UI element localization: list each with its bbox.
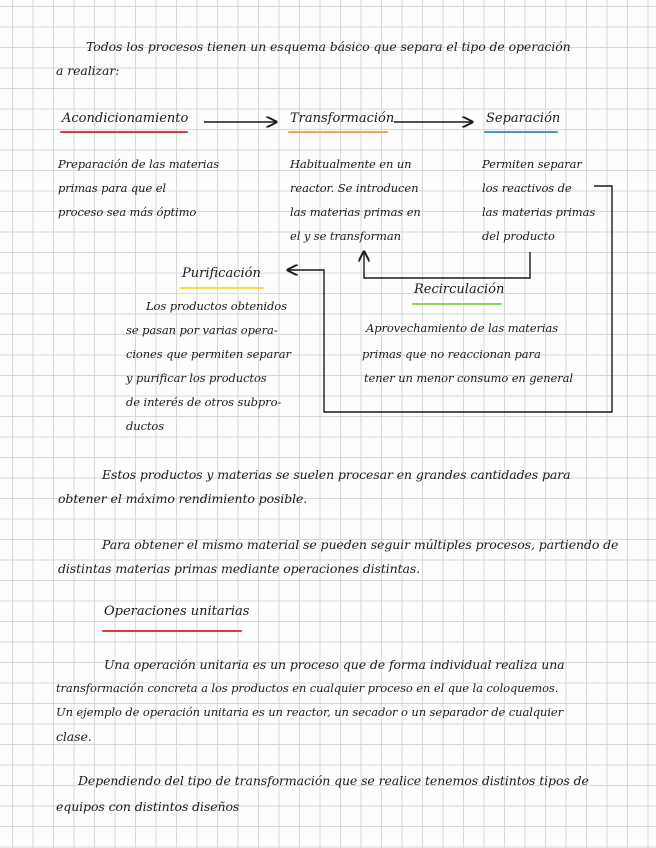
text-line: el y se transforman [290, 229, 401, 243]
paragraph-3-line-1: Dependiendo del tipo de transformación que se realice tenemos distintos tipos de [78, 773, 589, 788]
section-2-line-1: Una operación unitaria es un proceso que de forma individual realiza una [104, 657, 565, 672]
text-line: tener un menor consumo en general [364, 371, 573, 385]
paragraph-1-line-2: obtener el máximo rendimiento posible. [58, 491, 308, 506]
text-line: las materias primas [482, 205, 596, 219]
paragraph-2-line-1: Para obtener el mismo material se pueden seguir múltiples procesos, partiendo de [102, 537, 619, 552]
section-2-line-3: Un ejemplo de operación unitaria es un reactor, un secador o un separador de cualquier [56, 705, 564, 719]
title-purificacion: Purificación [182, 266, 261, 281]
text-line: primas para que el [58, 181, 166, 195]
title-transformacion: Transformación [290, 111, 395, 126]
text-line: se pasan por varias opera- [126, 323, 278, 337]
title-operaciones-unitarias: Operaciones unitarias [104, 604, 250, 619]
section-2-line-2: transformación concreta a los productos en cualquier proceso en el que la coloquemos. [56, 681, 559, 695]
text-line: primas que no reaccionan para [362, 347, 541, 361]
title-acondicionamiento: Acondicionamiento [62, 111, 189, 126]
paragraph-1-line-1: Estos productos y materias se suelen procesar en grandes cantidades para [102, 467, 571, 482]
text-line: Habitualmente en un [290, 157, 412, 171]
paragraph-2-line-2: distintas materias primas mediante operaciones distintas. [58, 561, 421, 576]
arrow-sep-to-purif [288, 186, 612, 412]
title-recirculacion: Recirculación [414, 282, 505, 297]
text-line: proceso sea más óptimo [58, 205, 197, 219]
text-line: ciones que permiten separar [126, 347, 291, 361]
text-line: reactor. Se introducen [290, 181, 419, 195]
intro-line-2: a realizar: [56, 63, 120, 78]
text-line: de interés de otros subpro- [126, 395, 282, 409]
title-separacion: Separación [486, 111, 561, 126]
text-line: del producto [482, 229, 555, 243]
section-2-line-4: clase. [56, 729, 92, 744]
text-line: Preparación de las materias [58, 157, 220, 171]
arrow-sep-to-transf [364, 252, 530, 278]
underline-operaciones-unitarias [102, 630, 242, 632]
paragraph-3-line-2: equipos con distintos diseños [56, 799, 240, 814]
text-line: Aprovechamiento de las materias [366, 321, 559, 335]
text-line: Los productos obtenidos [146, 299, 287, 313]
text-line: y purificar los productos [126, 371, 267, 385]
text-line: ductos [126, 419, 165, 433]
intro-line-1: Todos los procesos tienen un esquema básico que separa el tipo de operación [86, 39, 571, 54]
text-line: las materias primas en [290, 205, 421, 219]
text-line: los reactivos de [482, 181, 572, 195]
text-line: Permiten separar [482, 157, 582, 171]
